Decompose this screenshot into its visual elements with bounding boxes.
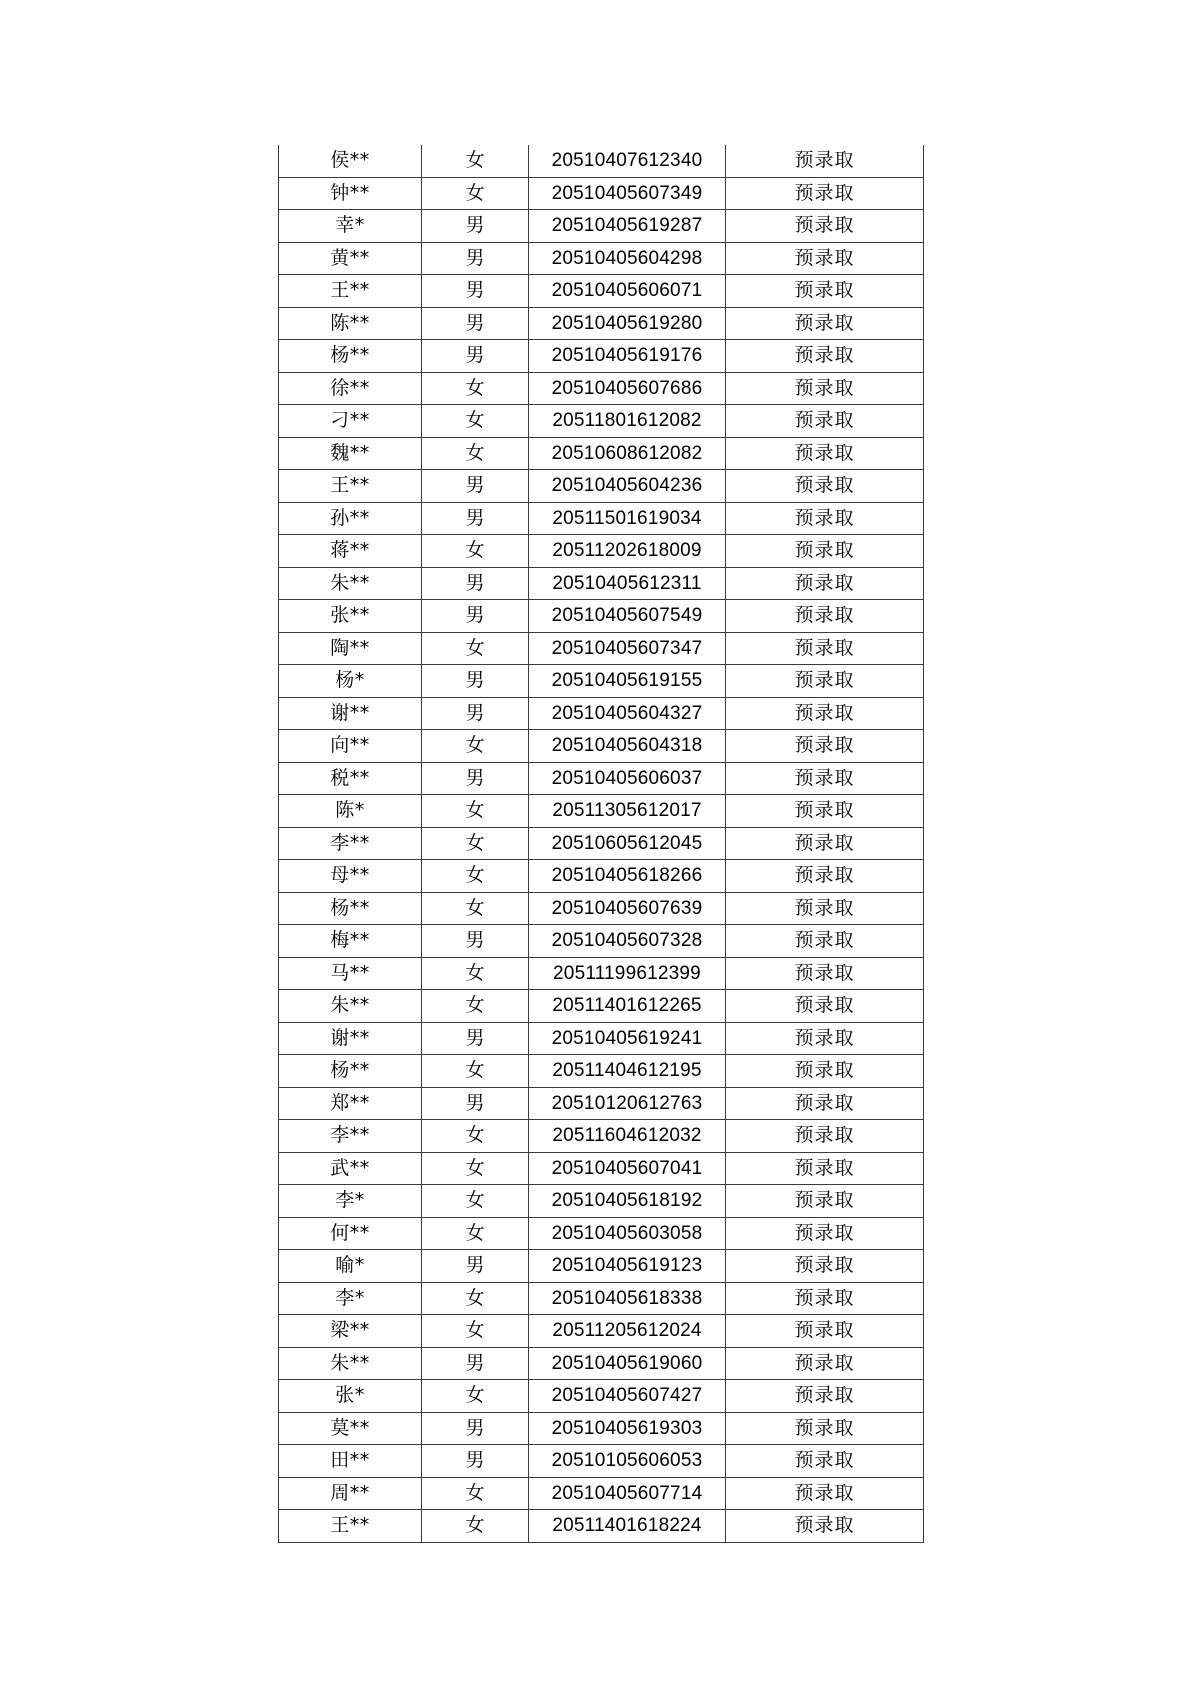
- gender-cell: 男: [422, 600, 529, 633]
- status-cell: 预录取: [726, 145, 924, 177]
- name-cell: 朱**: [279, 567, 422, 600]
- table-row: [279, 730, 924, 763]
- status-cell: 预录取: [726, 1055, 924, 1088]
- table-row: [279, 860, 924, 893]
- status-cell: 预录取: [726, 665, 924, 698]
- exam-id-cell: 20510405619123: [529, 1250, 726, 1283]
- name-cell: 母**: [279, 860, 422, 893]
- table-row: [279, 502, 924, 535]
- name-cell: 王**: [279, 275, 422, 308]
- name-cell: 周**: [279, 1477, 422, 1510]
- exam-id-cell: 20511604612032: [529, 1120, 726, 1153]
- name-cell: 郑**: [279, 1087, 422, 1120]
- name-cell: 梁**: [279, 1315, 422, 1348]
- gender-cell: 男: [422, 567, 529, 600]
- exam-id-cell: 20510405618266: [529, 860, 726, 893]
- table-row: [279, 1217, 924, 1250]
- admission-table: [278, 145, 924, 1543]
- status-cell: 预录取: [726, 1315, 924, 1348]
- exam-id-cell: 20510405619287: [529, 210, 726, 243]
- name-cell: 陶**: [279, 632, 422, 665]
- exam-id-cell: 20510405607714: [529, 1477, 726, 1510]
- status-cell: 预录取: [726, 697, 924, 730]
- gender-cell: 男: [422, 925, 529, 958]
- exam-id-cell: 20510405604327: [529, 697, 726, 730]
- table-row: [279, 957, 924, 990]
- name-cell: 黄**: [279, 242, 422, 275]
- exam-id-cell: 20510405607686: [529, 372, 726, 405]
- status-cell: 预录取: [726, 1152, 924, 1185]
- name-cell: 李*: [279, 1282, 422, 1315]
- exam-id-cell: 20510405618338: [529, 1282, 726, 1315]
- exam-id-cell: 20510405606037: [529, 762, 726, 795]
- table-row: [279, 177, 924, 210]
- table-row: [279, 925, 924, 958]
- status-cell: 预录取: [726, 242, 924, 275]
- status-cell: 预录取: [726, 1347, 924, 1380]
- table-row: [279, 665, 924, 698]
- status-cell: 预录取: [726, 925, 924, 958]
- gender-cell: 男: [422, 210, 529, 243]
- exam-id-cell: 20510405607041: [529, 1152, 726, 1185]
- name-cell: 陈*: [279, 795, 422, 828]
- gender-cell: 女: [422, 1152, 529, 1185]
- gender-cell: 男: [422, 665, 529, 698]
- exam-id-cell: 20511401612265: [529, 990, 726, 1023]
- gender-cell: 男: [422, 1250, 529, 1283]
- gender-cell: 女: [422, 1120, 529, 1153]
- name-cell: 田**: [279, 1445, 422, 1478]
- name-cell: 王**: [279, 470, 422, 503]
- gender-cell: 男: [422, 1412, 529, 1445]
- exam-id-cell: 20511202618009: [529, 535, 726, 568]
- status-cell: 预录取: [726, 1022, 924, 1055]
- exam-id-cell: 20510405604236: [529, 470, 726, 503]
- table-row: [279, 1477, 924, 1510]
- status-cell: 预录取: [726, 1120, 924, 1153]
- gender-cell: 男: [422, 1445, 529, 1478]
- status-cell: 预录取: [726, 275, 924, 308]
- name-cell: 李**: [279, 827, 422, 860]
- table-row: [279, 697, 924, 730]
- exam-id-cell: 20510120612763: [529, 1087, 726, 1120]
- table-row: [279, 795, 924, 828]
- name-cell: 马**: [279, 957, 422, 990]
- gender-cell: 女: [422, 632, 529, 665]
- table-row: [279, 535, 924, 568]
- name-cell: 魏**: [279, 437, 422, 470]
- status-cell: 预录取: [726, 210, 924, 243]
- status-cell: 预录取: [726, 1445, 924, 1478]
- table-row: [279, 210, 924, 243]
- gender-cell: 女: [422, 860, 529, 893]
- exam-id-cell: 20511404612195: [529, 1055, 726, 1088]
- table-row: [279, 1022, 924, 1055]
- exam-id-cell: 20510405604318: [529, 730, 726, 763]
- name-cell: 何**: [279, 1217, 422, 1250]
- table-row: [279, 307, 924, 340]
- admission-table-body: [279, 145, 924, 1542]
- status-cell: 预录取: [726, 957, 924, 990]
- table-row: [279, 1185, 924, 1218]
- status-cell: 预录取: [726, 827, 924, 860]
- table-row: [279, 145, 924, 177]
- gender-cell: 男: [422, 502, 529, 535]
- gender-cell: 女: [422, 535, 529, 568]
- name-cell: 朱**: [279, 1347, 422, 1380]
- table-row: [279, 1055, 924, 1088]
- name-cell: 徐**: [279, 372, 422, 405]
- exam-id-cell: 20510405607347: [529, 632, 726, 665]
- gender-cell: 男: [422, 242, 529, 275]
- table-row: [279, 470, 924, 503]
- status-cell: 预录取: [726, 1412, 924, 1445]
- name-cell: 张**: [279, 600, 422, 633]
- gender-cell: 女: [422, 957, 529, 990]
- table-row: [279, 1152, 924, 1185]
- status-cell: 预录取: [726, 990, 924, 1023]
- status-cell: 预录取: [726, 177, 924, 210]
- table-row: [279, 1250, 924, 1283]
- name-cell: 侯**: [279, 145, 422, 177]
- table-row: [279, 1315, 924, 1348]
- status-cell: 预录取: [726, 1185, 924, 1218]
- gender-cell: 女: [422, 177, 529, 210]
- exam-id-cell: 20510405619060: [529, 1347, 726, 1380]
- status-cell: 预录取: [726, 1510, 924, 1543]
- table-row: [279, 1347, 924, 1380]
- exam-id-cell: 20510405607349: [529, 177, 726, 210]
- exam-id-cell: 20510605612045: [529, 827, 726, 860]
- exam-id-cell: 20511199612399: [529, 957, 726, 990]
- status-cell: 预录取: [726, 307, 924, 340]
- exam-id-cell: 20510105606053: [529, 1445, 726, 1478]
- table-row: [279, 1380, 924, 1413]
- gender-cell: 女: [422, 990, 529, 1023]
- status-cell: 预录取: [726, 600, 924, 633]
- name-cell: 蒋**: [279, 535, 422, 568]
- status-cell: 预录取: [726, 632, 924, 665]
- gender-cell: 女: [422, 827, 529, 860]
- table-row: [279, 275, 924, 308]
- name-cell: 李*: [279, 1185, 422, 1218]
- name-cell: 谢**: [279, 1022, 422, 1055]
- table-row: [279, 990, 924, 1023]
- name-cell: 谢**: [279, 697, 422, 730]
- table-row: [279, 567, 924, 600]
- exam-id-cell: 20510407612340: [529, 145, 726, 177]
- name-cell: 张*: [279, 1380, 422, 1413]
- gender-cell: 男: [422, 340, 529, 373]
- gender-cell: 女: [422, 730, 529, 763]
- status-cell: 预录取: [726, 470, 924, 503]
- status-cell: 预录取: [726, 860, 924, 893]
- status-cell: 预录取: [726, 567, 924, 600]
- exam-id-cell: 20510405606071: [529, 275, 726, 308]
- name-cell: 王**: [279, 1510, 422, 1543]
- status-cell: 预录取: [726, 405, 924, 438]
- status-cell: 预录取: [726, 762, 924, 795]
- status-cell: 预录取: [726, 437, 924, 470]
- name-cell: 杨**: [279, 1055, 422, 1088]
- gender-cell: 女: [422, 795, 529, 828]
- exam-id-cell: 20510405612311: [529, 567, 726, 600]
- exam-id-cell: 20510405607427: [529, 1380, 726, 1413]
- exam-id-cell: 20510405618192: [529, 1185, 726, 1218]
- gender-cell: 男: [422, 697, 529, 730]
- name-cell: 莫**: [279, 1412, 422, 1445]
- name-cell: 孙**: [279, 502, 422, 535]
- table-row: [279, 827, 924, 860]
- status-cell: 预录取: [726, 1477, 924, 1510]
- name-cell: 杨**: [279, 340, 422, 373]
- name-cell: 刁**: [279, 405, 422, 438]
- table-row: [279, 437, 924, 470]
- status-cell: 预录取: [726, 892, 924, 925]
- gender-cell: 女: [422, 1185, 529, 1218]
- status-cell: 预录取: [726, 1380, 924, 1413]
- name-cell: 李**: [279, 1120, 422, 1153]
- gender-cell: 女: [422, 372, 529, 405]
- table-row: [279, 1412, 924, 1445]
- name-cell: 武**: [279, 1152, 422, 1185]
- exam-id-cell: 20510405619303: [529, 1412, 726, 1445]
- exam-id-cell: 20510405604298: [529, 242, 726, 275]
- gender-cell: 男: [422, 1022, 529, 1055]
- table-row: [279, 1445, 924, 1478]
- name-cell: 向**: [279, 730, 422, 763]
- exam-id-cell: 20510405607549: [529, 600, 726, 633]
- table-row: [279, 405, 924, 438]
- gender-cell: 男: [422, 762, 529, 795]
- name-cell: 朱**: [279, 990, 422, 1023]
- table-row: [279, 372, 924, 405]
- exam-id-cell: 20511305612017: [529, 795, 726, 828]
- name-cell: 税**: [279, 762, 422, 795]
- table-row: [279, 762, 924, 795]
- status-cell: 预录取: [726, 1087, 924, 1120]
- table-row: [279, 1282, 924, 1315]
- exam-id-cell: 20511205612024: [529, 1315, 726, 1348]
- exam-id-cell: 20510608612082: [529, 437, 726, 470]
- exam-id-cell: 20510405607639: [529, 892, 726, 925]
- gender-cell: 男: [422, 1347, 529, 1380]
- gender-cell: 女: [422, 1510, 529, 1543]
- exam-id-cell: 20510405619241: [529, 1022, 726, 1055]
- gender-cell: 男: [422, 470, 529, 503]
- gender-cell: 女: [422, 1217, 529, 1250]
- exam-id-cell: 20511801612082: [529, 405, 726, 438]
- table-row: [279, 600, 924, 633]
- gender-cell: 女: [422, 1477, 529, 1510]
- name-cell: 杨**: [279, 892, 422, 925]
- name-cell: 陈**: [279, 307, 422, 340]
- gender-cell: 男: [422, 275, 529, 308]
- table-row: [279, 1510, 924, 1543]
- gender-cell: 女: [422, 1055, 529, 1088]
- status-cell: 预录取: [726, 340, 924, 373]
- gender-cell: 男: [422, 1087, 529, 1120]
- gender-cell: 女: [422, 892, 529, 925]
- table-row: [279, 1120, 924, 1153]
- gender-cell: 女: [422, 437, 529, 470]
- exam-id-cell: 20510405607328: [529, 925, 726, 958]
- table-row: [279, 242, 924, 275]
- gender-cell: 女: [422, 1315, 529, 1348]
- gender-cell: 男: [422, 307, 529, 340]
- status-cell: 预录取: [726, 372, 924, 405]
- exam-id-cell: 20510405603058: [529, 1217, 726, 1250]
- table-row: [279, 340, 924, 373]
- status-cell: 预录取: [726, 535, 924, 568]
- name-cell: 梅**: [279, 925, 422, 958]
- status-cell: 预录取: [726, 1250, 924, 1283]
- status-cell: 预录取: [726, 1282, 924, 1315]
- name-cell: 杨*: [279, 665, 422, 698]
- name-cell: 喻*: [279, 1250, 422, 1283]
- gender-cell: 女: [422, 1282, 529, 1315]
- status-cell: 预录取: [726, 502, 924, 535]
- table-row: [279, 1087, 924, 1120]
- exam-id-cell: 20510405619155: [529, 665, 726, 698]
- exam-id-cell: 20510405619280: [529, 307, 726, 340]
- status-cell: 预录取: [726, 730, 924, 763]
- gender-cell: 女: [422, 405, 529, 438]
- exam-id-cell: 20510405619176: [529, 340, 726, 373]
- status-cell: 预录取: [726, 795, 924, 828]
- status-cell: 预录取: [726, 1217, 924, 1250]
- exam-id-cell: 20511401618224: [529, 1510, 726, 1543]
- table-row: [279, 892, 924, 925]
- exam-id-cell: 20511501619034: [529, 502, 726, 535]
- gender-cell: 女: [422, 145, 529, 177]
- gender-cell: 女: [422, 1380, 529, 1413]
- name-cell: 幸*: [279, 210, 422, 243]
- name-cell: 钟**: [279, 177, 422, 210]
- table-row: [279, 632, 924, 665]
